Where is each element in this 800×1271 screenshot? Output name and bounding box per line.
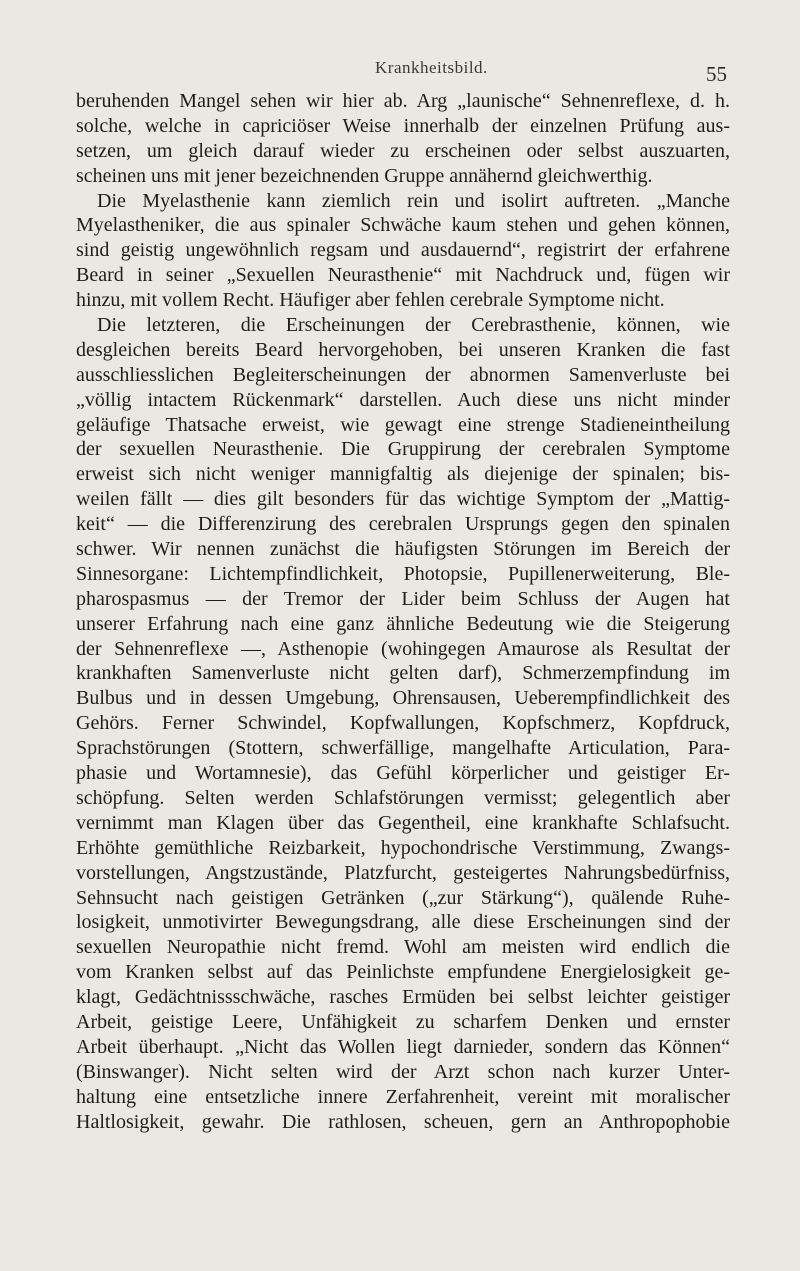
- text-line: der Sehnenreflexe —, Asthenopie (wohingegen Amaurose als Resultat der: [76, 637, 730, 660]
- text-line: Arbeit, geistige Leere, Unfähigkeit zu scharfem Denken und ernster: [76, 1010, 730, 1033]
- text-line: Die letzteren, die Erscheinungen der Cerebrasthenie, können, wie: [97, 314, 730, 337]
- text-line: vorstellungen, Angstzustände, Platzfurcht, gesteigertes Nahrungsbedürfniss,: [76, 861, 730, 884]
- text-line: Haltlosigkeit, gewahr. Die rathlosen, scheuen, gern an Anthropophobie: [76, 1110, 730, 1133]
- text-line: vernimmt man Klagen über das Gegentheil, eine krankhafte Schlafsucht.: [76, 811, 730, 834]
- text-line: losigkeit, unmotivirter Bewegungsdrang, alle diese Erscheinungen sind der: [76, 911, 730, 934]
- text-line: der sexuellen Neurasthenie. Die Gruppirung der cerebralen Symptome: [76, 438, 730, 461]
- text-line: solche, welche in capriciöser Weise innerhalb der einzelnen Prüfung aus-: [76, 114, 730, 137]
- text-line: schöpfung. Selten werden Schlafstörungen vermisst; gelegentlich aber: [76, 786, 730, 809]
- text-line: Sinnesorgane: Lichtempfindlichkeit, Photopsie, Pupillenerweiterung, Ble-: [76, 562, 730, 585]
- text-line: hinzu, mit vollem Recht. Häufiger aber fehlen cerebrale Symptome nicht.: [76, 289, 665, 312]
- text-line: pharospasmus — der Tremor der Lider beim Schluss der Augen hat: [76, 587, 730, 610]
- text-line: unserer Erfahrung nach eine ganz ähnliche Bedeutung wie die Steigerung: [76, 612, 730, 635]
- text-line: desgleichen bereits Beard hervorgehoben, bei unseren Kranken die fast: [76, 338, 730, 361]
- running-head: [0, 58, 800, 86]
- page-number: 55: [706, 62, 727, 86]
- text-line: Beard in seiner „Sexuellen Neurasthenie“ mit Nachdruck und, fügen wir: [76, 264, 730, 287]
- text-line: weilen fällt — dies gilt besonders für das wichtige Symptom der „Mattig-: [76, 488, 730, 511]
- text-line: Die Myelasthenie kann ziemlich rein und isolirt auftreten. „Manche: [97, 189, 730, 212]
- text-line: schwer. Wir nennen zunächst die häufigsten Störungen im Bereich der: [76, 538, 730, 561]
- text-line: vom Kranken selbst auf das Peinlichste empfundene Energielosigkeit ge-: [76, 961, 730, 984]
- running-title: Krankheitsbild.: [375, 58, 488, 77]
- text-line: (Binswanger). Nicht selten wird der Arzt schon nach kurzer Unter-: [76, 1060, 730, 1083]
- text-line: erweist sich nicht weniger mannigfaltig als diejenige der spinalen; bis-: [76, 463, 730, 486]
- text-line: setzen, um gleich darauf wieder zu erscheinen oder selbst auszuarten,: [76, 139, 730, 162]
- text-line: Arbeit überhaupt. „Nicht das Wollen liegt darnieder, sondern das Können“: [76, 1035, 730, 1058]
- text-line: sexuellen Neuropathie nicht fremd. Wohl am meisten wird endlich die: [76, 936, 730, 959]
- text-line: geläufige Thatsache erweist, wie gewagt eine strenge Stadieneintheilung: [76, 413, 730, 436]
- text-line: keit“ — die Differenzirung des cerebralen Ursprungs gegen den spinalen: [76, 513, 730, 536]
- text-line: Sprachstörungen (Stottern, schwerfällige, mangelhafte Articulation, Para-: [76, 737, 730, 760]
- text-line: Bulbus und in dessen Umgebung, Ohrensausen, Ueberempfindlichkeit des: [76, 687, 730, 710]
- text-line: sind geistig ungewöhnlich regsam und ausdauernd“, registrirt der erfahrene: [76, 239, 730, 262]
- text-line: Gehörs. Ferner Schwindel, Kopfwallungen, Kopfschmerz, Kopfdruck,: [76, 712, 730, 735]
- text-line: Erhöhte gemüthliche Reizbarkeit, hypochondrische Verstimmung, Zwangs-: [76, 836, 730, 859]
- text-line: krankhaften Samenverluste nicht gelten darf), Schmerzempfindung im: [76, 662, 730, 685]
- text-line: phasie und Wortamnesie), das Gefühl körperlicher und geistiger Er-: [76, 762, 730, 785]
- text-line: Myelastheniker, die aus spinaler Schwäche kaum stehen und gehen können,: [76, 214, 730, 237]
- text-line: „völlig intactem Rückenmark“ darstellen. Auch diese uns nicht minder: [76, 388, 730, 411]
- text-line: ausschliesslichen Begleiterscheinungen der abnormen Samenverluste bei: [76, 363, 730, 386]
- text-line: klagt, Gedächtnissschwäche, rasches Ermüden bei selbst leichter geistiger: [76, 986, 730, 1009]
- body-text: [76, 89, 730, 1134]
- text-line: scheinen uns mit jener bezeichnenden Gruppe annähernd gleichwerthig.: [76, 164, 653, 187]
- text-line: beruhenden Mangel sehen wir hier ab. Arg „launische“ Sehnenreflexe, d. h.: [76, 90, 730, 112]
- text-line: haltung eine entsetzliche innere Zerfahrenheit, vereint mit moralischer: [76, 1085, 730, 1108]
- text-line: Sehnsucht nach geistigen Getränken („zur Stärkung“), quälende Ruhe-: [76, 886, 730, 909]
